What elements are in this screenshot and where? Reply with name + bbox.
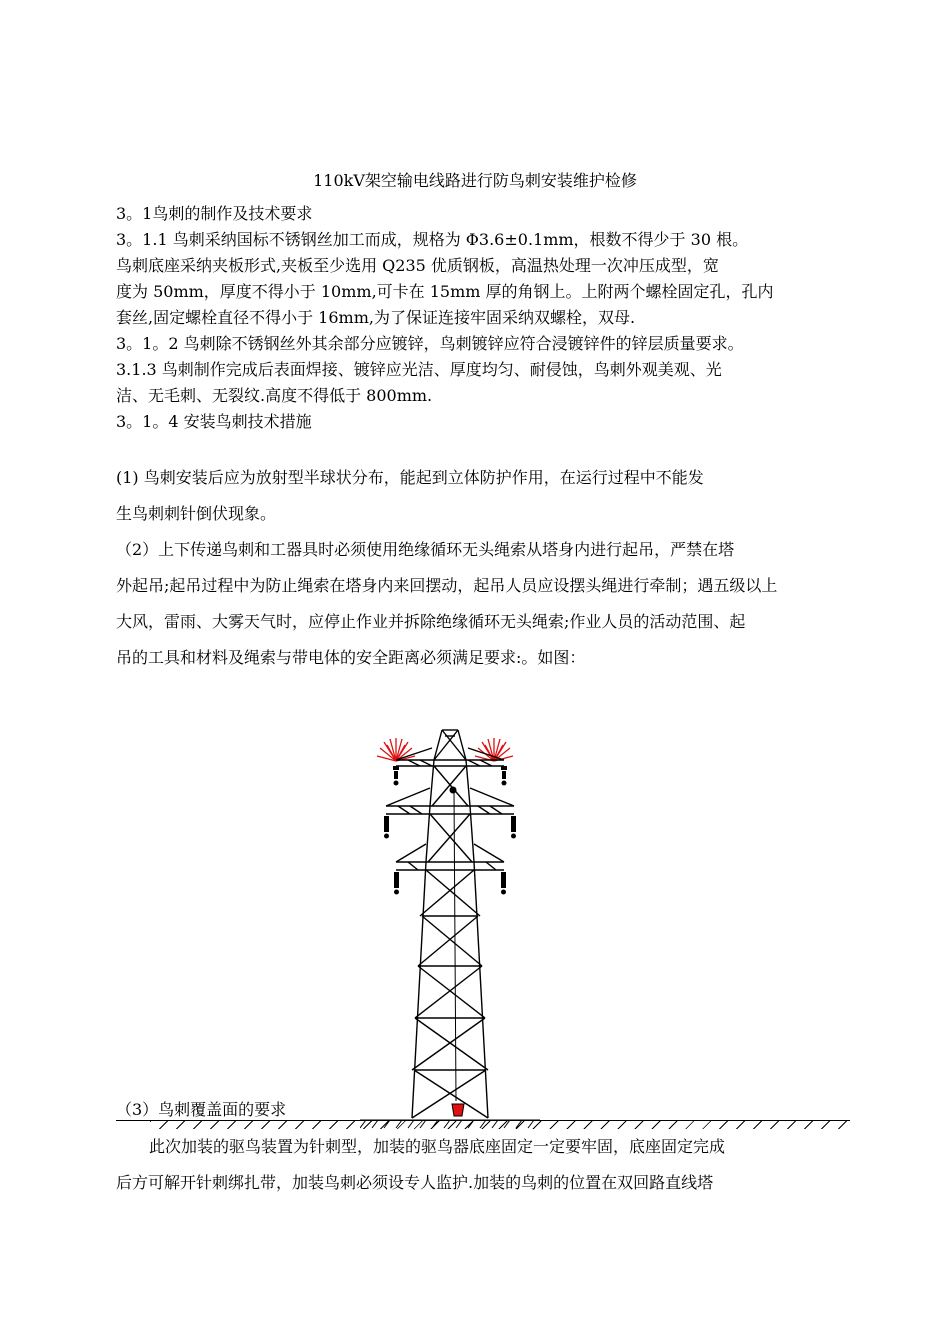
paragraph-line: 3。1.1 鸟刺采纳国标不锈钢丝加工而成，规格为 Φ3.6±0.1mm，根数不得少于 30 根。 [116, 230, 749, 249]
paragraph-line: 鸟刺底座采纳夹板形式,夹板至少选用 Q235 优质钢板，高温热处理一次冲压成型，宽 [116, 256, 719, 275]
paragraph-line: 吊的工具和材料及绳索与带电体的安全距离必须满足要求:。如图： [116, 648, 586, 667]
bird-spike-left-icon [377, 738, 415, 761]
paragraph-line: 洁、无毛刺、无裂纹.高度不得低于 800mm. [116, 386, 433, 405]
ground-hatching [150, 1121, 850, 1129]
paragraph-line: (1) 鸟刺安装后应为放射型半球状分布，能起到立体防护作用，在运行过程中不能发 [116, 468, 704, 487]
section-body [116, 201, 856, 435]
paragraph-line: 大风，雷雨、大雾天气时，应停止作业并拆除绝缘循环无头绳索;作业人员的活动范围、起 [116, 612, 746, 631]
paragraph-line: 生鸟刺刺针倒伏现象。 [116, 504, 277, 523]
paragraph-line: 度为 50mm，厚度不得小于 10mm,可卡在 15mm 厚的角钢上。上附两个螺栓固定孔，孔内 [116, 282, 774, 301]
measure-2 [116, 532, 856, 676]
closing-paragraph [116, 1129, 856, 1201]
measure-3-heading: （3）鸟刺覆盖面的要求 [116, 1100, 287, 1119]
paragraph-line: 此次加装的驱鸟装置为针刺型，加装的驱鸟器底座固定一定要牢固，底座固定完成 [149, 1137, 726, 1156]
paragraph-line: 3.1.3 鸟刺制作完成后表面焊接、镀锌应光洁、厚度均匀、耐侵蚀，鸟刺外观美观、光 [116, 360, 722, 379]
worker-icon [450, 787, 457, 794]
paragraph-line: 3。1。2 鸟刺除不锈钢丝外其余部分应镀锌，鸟刺镀锌应符合浸镀锌件的锌层质量要求。 [116, 334, 744, 353]
subsection-heading: 3。1。4 安装鸟刺技术措施 [116, 412, 312, 431]
measure-1 [116, 460, 856, 532]
paragraph-line: 后方可解开针刺绑扎带，加装鸟刺必须设专人监护.加装的鸟刺的位置在双回路直线塔 [116, 1173, 714, 1192]
paragraph-line: （2）上下传递鸟刺和工器具时必须使用绝缘循环无头绳索从塔身内进行起吊，严禁在塔 [116, 540, 735, 559]
bucket-icon [452, 1104, 464, 1116]
tower-figure [360, 726, 540, 1132]
bird-spike-right-icon [475, 738, 513, 761]
page-title: 110kV架空输电线路进行防鸟刺安装维护检修 [313, 171, 637, 190]
paragraph-line: 外起吊;起吊过程中为防止绳索在塔身内来回摆动，起吊人员应设摆头绳进行牵制；遇五级以上 [116, 576, 778, 595]
paragraph-line: 套丝,固定螺栓直径不得小于 16mm,为了保证连接牢固采纳双螺栓，双母. [116, 308, 636, 327]
section-heading: 3。1鸟刺的制作及技术要求 [116, 204, 313, 223]
transmission-tower-icon [360, 726, 540, 1132]
